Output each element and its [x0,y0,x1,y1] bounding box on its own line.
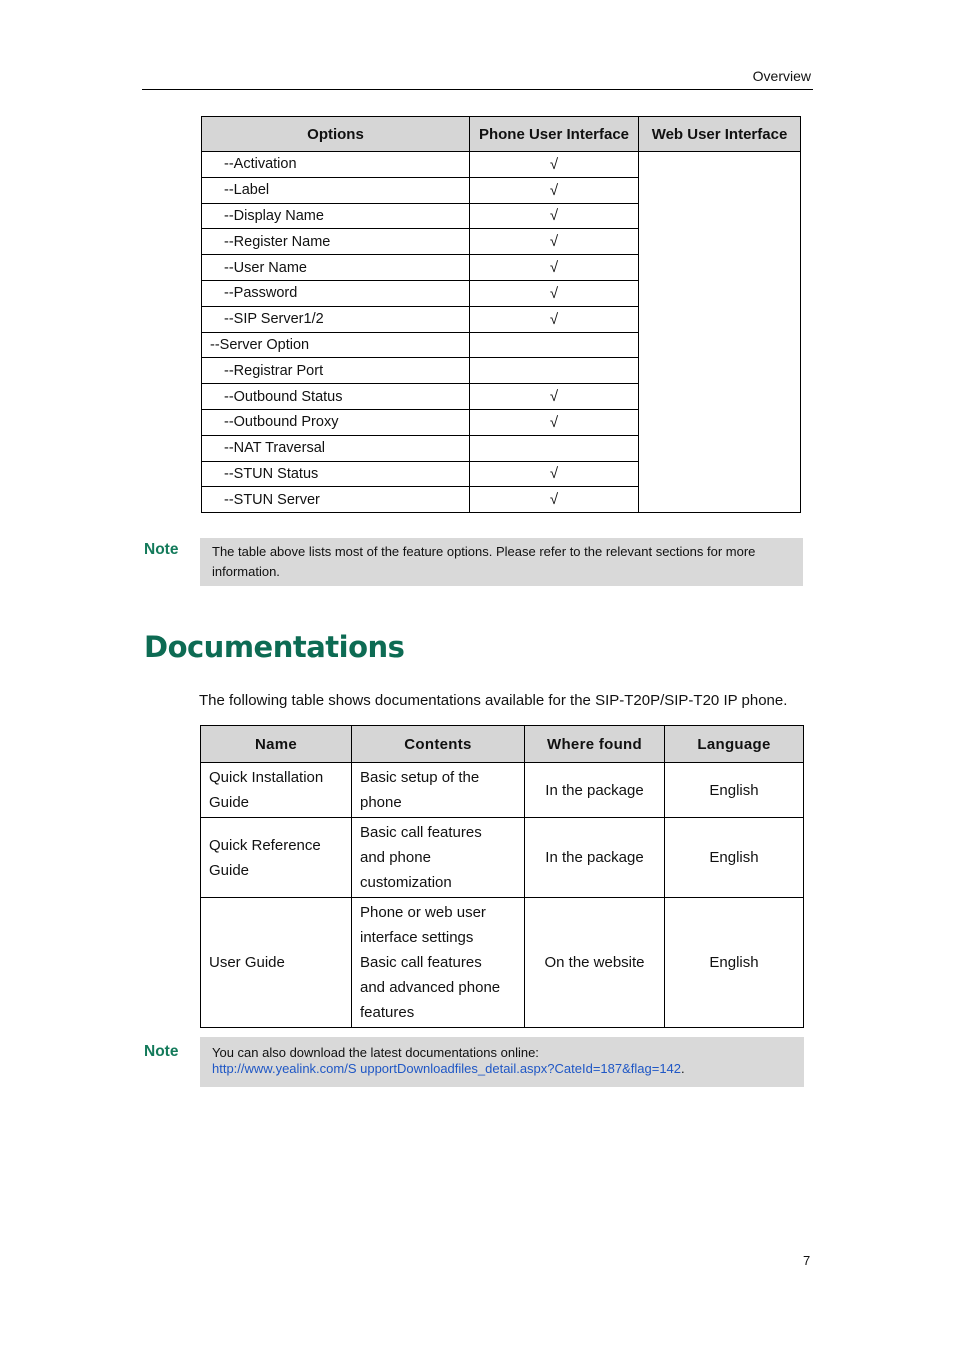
doc-name-cell [201,818,352,898]
doc-where-cell: On the website [525,898,665,1028]
option-name-cell: --NAT Traversal [202,435,470,461]
note-box [200,538,803,586]
doc-contents-cell-line: phone [360,794,402,811]
phone-ui-check-cell: √ [470,152,639,178]
option-name-cell: --STUN Status [202,461,470,487]
doc-name-cell-line: User Guide [209,954,285,971]
doc-name-cell-line: Quick Reference [209,836,321,854]
option-name-cell: --Label [202,177,470,203]
doc-name-cell [201,898,352,1028]
note-suffix: . [681,1061,685,1076]
phone-ui-check-cell: √ [470,409,639,435]
option-name-cell: --User Name [202,255,470,281]
table-row [201,898,804,1028]
note-link-line [212,1061,792,1077]
download-link[interactable]: http://www.yealink.com/S upportDownloadfiles_detail.aspx?CateId=187&flag=142 [212,1061,682,1076]
web-ui-cell [639,152,801,513]
phone-ui-check-cell: √ [470,203,639,229]
doc-contents-cell-line: Basic call features [360,824,482,841]
doc-contents-cell-line: Basic call features [360,954,482,971]
documentations-table [200,725,804,1028]
doc-name-cell [201,763,352,818]
option-name-cell: --SIP Server1/2 [202,306,470,332]
option-name-cell: --Outbound Proxy [202,409,470,435]
doc-contents-cell-line: customization [360,874,452,891]
options-column-header: Options [202,117,470,152]
contents-column-header: Contents [352,726,525,763]
option-name-cell: --Display Name [202,203,470,229]
phone-ui-check-cell [470,332,639,358]
options-table [201,116,801,513]
phone-ui-check-cell: √ [470,461,639,487]
doc-contents-cell-line: and advanced phone [360,979,501,996]
doc-language-cell: English [665,818,804,898]
doc-contents-cell-line: Phone or web user [360,904,486,921]
option-name-cell: --Password [202,280,470,306]
note-text: You can also download the latest documentations online: [212,1045,539,1060]
phone-ui-check-cell: √ [470,177,639,203]
note-label: Note [144,1043,179,1060]
phone-ui-check-cell: √ [470,384,639,410]
table-row [201,818,804,898]
table-row [201,763,804,818]
doc-table-header-row [201,726,804,763]
phone-ui-column-header: Phone User Interface [470,117,639,152]
doc-contents-cell-line: features [360,1004,415,1021]
phone-ui-check-cell [470,435,639,461]
doc-language-cell: English [665,763,804,818]
phone-ui-check-cell: √ [470,229,639,255]
doc-where-cell: In the package [525,818,665,898]
phone-ui-check-cell: √ [470,306,639,332]
doc-contents-cell [352,898,525,1028]
language-column-header: Language [665,726,804,763]
intro-paragraph: The following table shows documentations available for the SIP-T20P/SIP-T20 IP phone. [199,692,788,709]
option-name-cell: --Outbound Status [202,384,470,410]
where-found-column-header: Where found [525,726,665,763]
header-rule [142,89,813,90]
doc-where-cell: In the package [525,763,665,818]
option-name-cell: --Server Option [202,332,470,358]
note-text: The table above lists most of the feature options. Please refer to the relevant sections for more information. [212,544,756,579]
section-heading: Documentations [144,630,405,664]
option-name-cell: --Register Name [202,229,470,255]
doc-contents-cell [352,818,525,898]
option-name-cell: --Activation [202,152,470,178]
option-name-cell: --Registrar Port [202,358,470,384]
phone-ui-check-cell: √ [470,487,639,513]
phone-ui-check-cell: √ [470,255,639,281]
doc-language-cell: English [665,898,804,1028]
doc-name-cell-line: Guide [209,794,250,811]
phone-ui-check-cell: √ [470,280,639,306]
note-label: Note [144,541,179,558]
phone-ui-check-cell [470,358,639,384]
doc-contents-cell-line: Basic setup of the [360,769,480,786]
web-ui-column-header: Web User Interface [639,117,801,152]
option-name-cell: --STUN Server [202,487,470,513]
doc-name-cell-line: Quick Installation [209,769,324,786]
page-number: 7 [803,1253,811,1268]
note-box [200,1037,804,1087]
name-column-header: Name [201,726,352,763]
table-row [202,152,801,178]
doc-contents-cell-line: and phone [360,849,431,866]
running-header: Overview [752,68,811,84]
doc-contents-cell [352,763,525,818]
doc-name-cell-line: Guide [209,861,250,879]
options-table-header-row [202,117,801,152]
doc-contents-cell-line: interface settings [360,929,474,946]
